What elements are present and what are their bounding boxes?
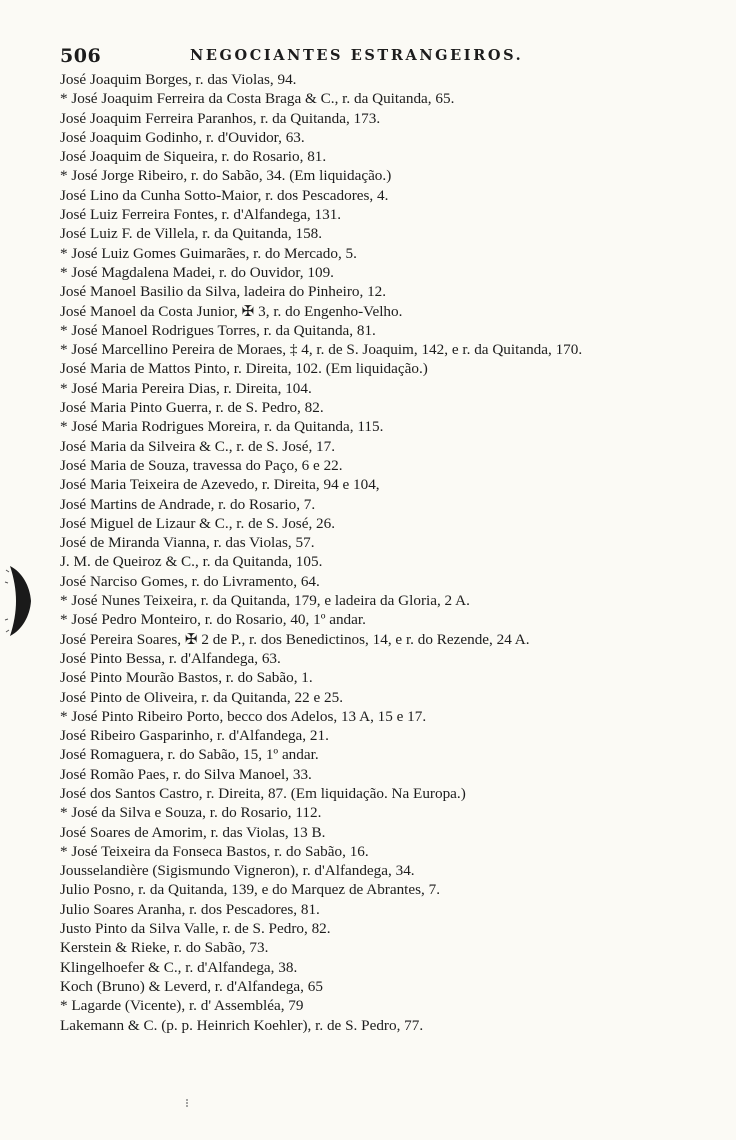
merchant-entry: * José Pinto Ribeiro Porto, becco dos Adelos, 13 A, 15 e 17. [60,707,427,725]
merchant-entry: José Joaquim Godinho, r. d'Ouvidor, 63. [60,128,305,146]
merchant-entry: Julio Soares Aranha, r. dos Pescadores, 81. [60,900,320,918]
merchant-entry: Jousselandière (Sigismundo Vigneron), r. d'Alfandega, 34. [60,862,415,880]
merchant-list [60,70,720,1035]
merchant-entry: * José Nunes Teixeira, r. da Quitanda, 179, e ladeira da Gloria, 2 A. [60,592,470,610]
merchant-entry: Julio Posno, r. da Quitanda, 139, e do Marquez de Abrantes, 7. [60,881,441,899]
merchant-entry: José Soares de Amorim, r. das Violas, 13 B. [60,823,326,841]
merchant-entry: José Ribeiro Gasparinho, r. d'Alfandega, 21. [60,727,329,745]
merchant-entry: * José Teixeira da Fonseca Bastos, r. do Sabão, 16. [60,842,369,860]
merchant-entry: José Romaguera, r. do Sabão, 15, 1º andar. [60,746,319,764]
merchant-entry: José Miguel de Lizaur & C., r. de S. José, 26. [60,514,336,532]
running-title: NEGOCIANTES ESTRANGEIROS. [190,47,524,64]
merchant-entry: José dos Santos Castro, r. Direita, 87. (Em liquidação. Na Europa.) [60,784,466,802]
merchant-entry: Justo Pinto da Silva Valle, r. de S. Pedro, 82. [60,920,331,938]
merchant-entry: * José Pedro Monteiro, r. do Rosario, 40, 1º andar. [60,611,366,629]
merchant-entry: * José Manoel Rodrigues Torres, r. da Quitanda, 81. [60,321,376,339]
merchant-entry: José Joaquim Borges, r. das Violas, 94. [60,71,297,88]
merchant-entry: José Romão Paes, r. do Silva Manoel, 33. [60,765,312,783]
merchant-entry: José Pinto Bessa, r. d'Alfandega, 63. [60,649,281,667]
merchant-entry: J. M. de Queiroz & C., r. da Quitanda, 105. [60,553,323,571]
merchant-entry: * José Marcellino Pereira de Moraes, ‡ 4, r. de S. Joaquim, 142, e r. da Quitanda, 170. [60,341,583,359]
page-number: 506 [60,45,102,67]
merchant-entry: José Manoel da Costa Junior, ✠ 3, r. do Engenho-Velho. [60,302,403,320]
merchant-entry: José Maria da Silveira & C., r. de S. José, 17. [60,437,336,455]
merchant-entry: * José Maria Rodrigues Moreira, r. da Quitanda, 115. [60,418,384,436]
ink-speck [183,1098,191,1108]
binding-ink-mark [4,562,36,640]
merchant-entry: * José da Silva e Souza, r. do Rosario, 112. [60,804,322,822]
merchant-entry: José Pereira Soares, ✠ 2 de P., r. dos Benedictinos, 14, e r. do Rezende, 24 A. [60,630,530,648]
page-header [60,45,710,71]
merchant-entry: José Joaquim de Siqueira, r. do Rosario, 81. [60,148,327,166]
merchant-entry: José Narciso Gomes, r. do Livramento, 64. [60,572,320,590]
merchant-entry: * Lagarde (Vicente), r. d' Assembléa, 79 [60,997,304,1015]
merchant-entry: * José Magdalena Madei, r. do Ouvidor, 109. [60,263,334,281]
merchant-entry: Kerstein & Rieke, r. do Sabão, 73. [60,939,269,957]
merchant-entry: José Lino da Cunha Sotto-Maior, r. dos Pescadores, 4. [60,186,389,204]
merchant-entry: José Martins de Andrade, r. do Rosario, 7. [60,495,316,513]
merchant-entry: José Maria Pinto Guerra, r. de S. Pedro, 82. [60,399,324,417]
merchant-entry: José Maria de Mattos Pinto, r. Direita, 102. (Em liquidação.) [60,360,428,378]
merchant-entry: Koch (Bruno) & Leverd, r. d'Alfandega, 65 [60,977,323,995]
merchant-entry: José Pinto de Oliveira, r. da Quitanda, 22 e 25. [60,688,344,706]
merchant-entry: José Luiz F. de Villela, r. da Quitanda, 158. [60,225,323,243]
merchant-entry: José Manoel Basilio da Silva, ladeira do Pinheiro, 12. [60,283,387,301]
merchant-entry: * José Maria Pereira Dias, r. Direita, 104. [60,379,312,397]
merchant-entry: José Luiz Ferreira Fontes, r. d'Alfandega, 131. [60,206,342,224]
merchant-entry: * José Luiz Gomes Guimarães, r. do Mercado, 5. [60,244,357,262]
merchant-entry: José Pinto Mourão Bastos, r. do Sabão, 1. [60,669,313,687]
merchant-entry: José de Miranda Vianna, r. das Violas, 57. [60,534,315,552]
merchant-entry: José Joaquim Ferreira Paranhos, r. da Quitanda, 173. [60,109,381,127]
merchant-entry: Klingelhoefer & C., r. d'Alfandega, 38. [60,958,298,976]
merchant-entry: Lakemann & C. (p. p. Heinrich Koehler), r. de S. Pedro, 77. [60,1016,424,1034]
merchant-entry: * José Joaquim Ferreira da Costa Braga & C., r. da Quitanda, 65. [60,90,455,108]
merchant-entry: José Maria Teixeira de Azevedo, r. Direita, 94 e 104, [60,476,380,494]
merchant-entry: * José Jorge Ribeiro, r. do Sabão, 34. (Em liquidação.) [60,167,392,185]
merchant-entry: José Maria de Souza, travessa do Paço, 6 e 22. [60,456,343,474]
